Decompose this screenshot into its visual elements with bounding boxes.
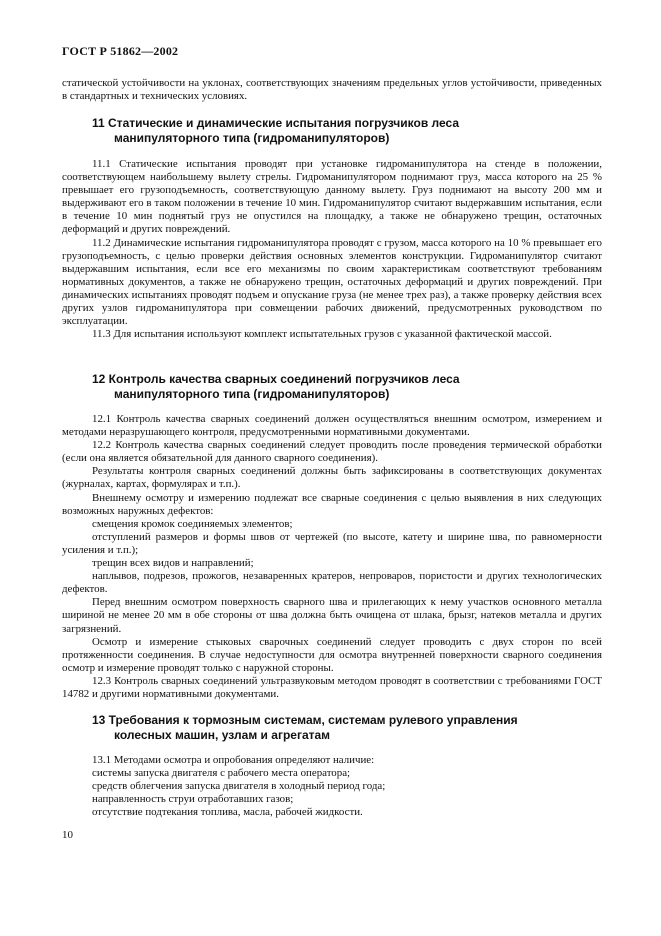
check-item-engine-start: системы запуска двигателя с рабочего места оператора; <box>92 767 351 780</box>
page-number: 10 <box>62 829 73 841</box>
defect-item-cracks: трещин всех видов и направлений; <box>92 557 254 570</box>
paragraph-12-results: Результаты контроля сварных соединений должны быть зафиксированы в соответствующих документах (журналах, картах, формулярах и т.п.). <box>62 465 602 491</box>
paragraph-12-1: 12.1 Контроль качества сварных соединений должен осуществляться внешним осмотром, измерением и методами неразрушающего контроля, предусмотренными нормативными документами. <box>62 413 602 439</box>
defect-item-edge-offset: смещения кромок соединяемых элементов; <box>92 517 293 530</box>
section-12-title-line2: манипуляторного типа (гидроманипуляторов) <box>114 387 390 401</box>
check-item-cold-start-aids: средств облегчения запуска двигателя в холодный период года; <box>92 780 386 793</box>
paragraph-11-2: 11.2 Динамические испытания гидроманипулятора проводят с грузом, масса которого на 10 % превышает его грузоподъемность, с целью проверки действия основных элементов конструкции. Гидроманипулятор считают выдержавшим испытания, если все его механизмы по своим характеристикам соответствуют требованиям нормативных документов, а также не обнаружено трещин, остаточных деформаций и других повреждений. При динамических испытаниях проводят подъем и опускание груза (не менее трех раз), а также проверку действия всех других узлов гидроманипулятора при совмещении рабочих движений, предусмотренных руководством по эксплуатации. <box>62 236 602 328</box>
section-13-heading <box>92 713 572 743</box>
defect-item-technological: наплывов, подрезов, прожогов, незаваренных кратеров, непроваров, пористости и других технологических дефектов. <box>62 570 602 596</box>
section-11-title-line2: манипуляторного типа (гидроманипуляторов) <box>114 131 390 145</box>
section-13-title-line2: колесных машин, узлам и агрегатам <box>114 728 331 742</box>
section-13-title-line1: 13 Требования к тормозным системам, системам рулевого управления <box>92 713 518 727</box>
paragraph-11-3: 11.3 Для испытания используют комплект испытательных грузов с указанной фактической массой. <box>92 328 552 341</box>
check-item-no-leaks: отсутствие подтекания топлива, масла, рабочей жидкости. <box>92 806 363 819</box>
section-12-heading <box>92 372 572 402</box>
section-12-body <box>62 413 602 701</box>
paragraph-12-2: 12.2 Контроль качества сварных соединений следует проводить после проведения термической обработки (если она является обязательной для данного сварного соединения). <box>62 439 602 465</box>
paragraph-12-cleaning: Перед внешним осмотром поверхность сварного шва и прилегающих к нему участков основного металла шириной не менее 20 мм в обе стороны от шва должна быть очищена от шлака, брызг, натеков металла и других загрязнений. <box>62 596 602 635</box>
section-12-title-line1: 12 Контроль качества сварных соединений погрузчиков леса <box>92 372 460 386</box>
section-11-heading <box>92 116 572 146</box>
paragraph-13-1: 13.1 Методами осмотра и опробования определяют наличие: <box>92 754 375 766</box>
paragraph-12-inspection: Внешнему осмотру и измерению подлежат все сварные соединения с целью выявления в них следующих возможных наружных дефектов: <box>62 491 602 517</box>
document-code-header: ГОСТ Р 51862—2002 <box>62 44 179 58</box>
paragraph-11-1: 11.1 Статические испытания проводят при установке гидроманипулятора на стенде в положении, соответствующем наибольшему вылету стрелы. Гидроманипулятором поднимают груз, масса которого на 25 % превышает его грузоподъемность, соответствующую данному вылету. Груз поднимают на высоту 200 мм и выдерживают его в таком положении в течение 10 мин. Гидроманипулятор считают выдержавшим испытания, если в течение 10 мин поднятый груз не опустился на площадку, а также не обнаружено трещин, остаточных деформаций и других повреждений. <box>62 158 602 236</box>
paragraph-12-3: 12.3 Контроль сварных соединений ультразвуковым методом проводят в соответствии с требованиями ГОСТ 14782 и другими нормативными документами. <box>62 674 602 700</box>
check-item-exhaust-direction: направленность струи отработавших газов; <box>92 793 294 806</box>
intro-paragraph: статической устойчивости на уклонах, соответствующих значениям предельных углов устойчивости, приведенных в стандартных и технических условиях. <box>62 77 602 103</box>
section-13-body <box>62 754 602 819</box>
section-11-body <box>62 158 602 341</box>
defect-item-dimension-deviation: отступлений размеров и формы швов от чертежей (по высоте, катету и ширине шва, по равномерности усиления и т.п.); <box>62 530 602 556</box>
intro-paragraph-block <box>62 77 602 103</box>
section-11-title-line1: 11 Статические и динамические испытания погрузчиков леса <box>92 116 460 130</box>
paragraph-12-butt-joints: Осмотр и измерение стыковых сварочных соединений следует проводить с двух сторон по всей протяженности соединения. В случае недоступности для осмотра внутренней поверхности сварного соединения осмотр и измерение проводят только с наружной стороны. <box>62 635 602 674</box>
